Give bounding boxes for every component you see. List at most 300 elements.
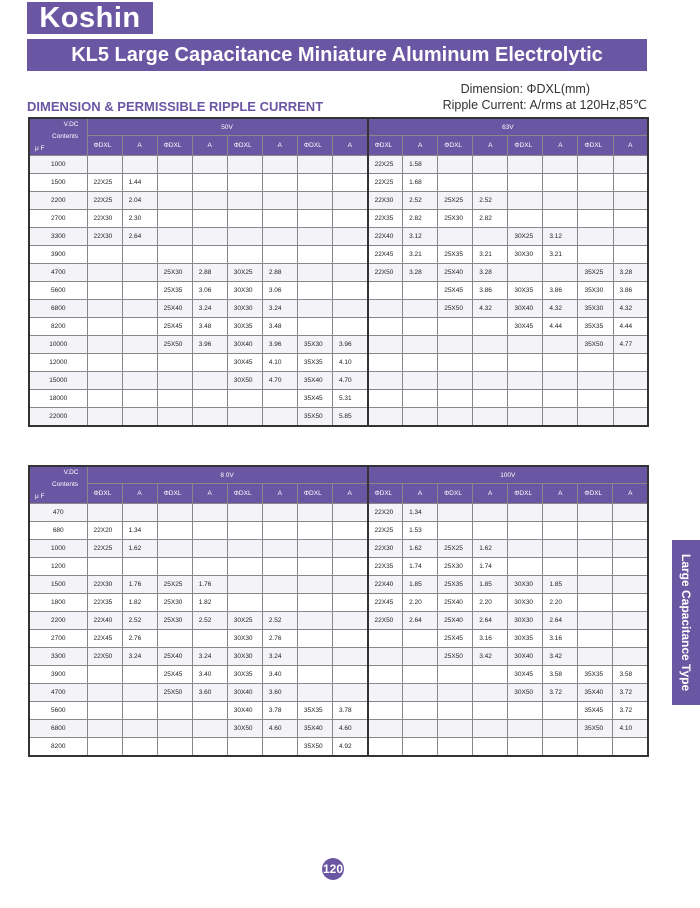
ripple-cell: 2.52 [122,612,157,630]
dimension-cell [438,408,473,427]
dimension-cell [578,246,613,264]
dimension-cell: 25X30 [157,264,192,282]
ripple-cell [332,264,367,282]
ripple-cell: 2.20 [473,594,508,612]
dimension-cell [578,228,613,246]
ripple-cell [122,282,157,300]
ripple-table-50v-63v [28,117,649,427]
ripple-cell [543,522,578,540]
dimension-cell [227,390,262,408]
ripple-cell [262,504,297,522]
table-row [29,192,648,210]
dimension-cell: 22X30 [87,228,122,246]
capacitance-cell: 4700 [29,264,87,282]
dimension-cell: 35X35 [297,702,332,720]
ripple-cell [192,246,227,264]
ripple-cell [262,210,297,228]
dimension-cell [368,354,403,372]
ripple-cell: 4.70 [262,372,297,390]
ripple-cell: 3.86 [613,282,648,300]
table-row [29,702,648,720]
ripple-cell [473,408,508,427]
dimension-cell [578,210,613,228]
dimension-cell [157,720,192,738]
table-row [29,408,648,427]
ripple-cell [543,354,578,372]
ripple-cell: 4.44 [543,318,578,336]
ripple-cell: 1.74 [403,558,438,576]
dimension-cell [438,504,473,522]
ripple-cell [613,648,648,666]
ripple-cell [262,558,297,576]
ripple-cell: 4.10 [262,354,297,372]
ripple-cell: 2.76 [262,630,297,648]
dimension-cell [87,390,122,408]
dimension-cell [87,282,122,300]
ripple-cell: 4.44 [613,318,648,336]
dimension-cell: 25X50 [438,300,473,318]
ripple-header: A [332,484,367,504]
ripple-cell: 3.72 [543,684,578,702]
ripple-cell [473,174,508,192]
table-row [29,390,648,408]
ripple-cell: 3.48 [262,318,297,336]
ripple-cell: 3.21 [473,246,508,264]
dimension-cell [578,612,613,630]
dimension-cell [578,174,613,192]
dimension-cell: 30X40 [508,300,543,318]
table-row [29,558,648,576]
ripple-cell [473,228,508,246]
ripple-header: A [192,484,227,504]
dimension-cell [578,540,613,558]
dimension-cell: 35X35 [297,354,332,372]
ripple-cell [613,192,648,210]
capacitance-cell: 470 [29,504,87,522]
dimension-cell [438,174,473,192]
dimension-cell: 25X35 [157,282,192,300]
dimension-cell [508,390,543,408]
ripple-header: A [403,136,438,156]
ripple-cell: 3.28 [473,264,508,282]
ripple-header: A [122,484,157,504]
dimension-cell [297,684,332,702]
ripple-cell [332,540,367,558]
ripple-cell: 3.60 [262,684,297,702]
ripple-cell [613,408,648,427]
table-row [29,594,648,612]
dimension-cell: 35X40 [297,372,332,390]
table-row [29,174,648,192]
ripple-cell: 2.52 [262,612,297,630]
dimension-cell [297,174,332,192]
dimension-cell [297,504,332,522]
ripple-cell [262,540,297,558]
dimension-cell [438,228,473,246]
ripple-cell: 2.64 [473,612,508,630]
dimension-cell: 30X50 [227,720,262,738]
ripple-cell: 3.06 [262,282,297,300]
ripple-cell: 3.24 [262,648,297,666]
ripple-cell [122,318,157,336]
ripple-cell [613,174,648,192]
ripple-cell: 1.62 [403,540,438,558]
ripple-cell: 2.82 [473,210,508,228]
ripple-cell [192,504,227,522]
dimension-cell [578,630,613,648]
dimension-cell: 25X40 [157,648,192,666]
dimension-cell: 22X50 [368,612,403,630]
dimension-cell: 30X30 [508,612,543,630]
capacitance-cell: 1800 [29,594,87,612]
dimension-cell: 30X45 [508,318,543,336]
dimension-cell [578,156,613,174]
capacitance-cell: 1000 [29,540,87,558]
dimension-cell: 25X50 [157,336,192,354]
ripple-cell [192,720,227,738]
table-row [29,648,648,666]
ripple-cell [473,702,508,720]
ripple-cell [543,702,578,720]
ripple-cell: 3.78 [262,702,297,720]
ripple-cell [192,372,227,390]
dimension-cell [87,156,122,174]
ripple-cell [613,156,648,174]
corner-vdc-label: V.DC [63,469,79,476]
ripple-cell: 3.48 [192,318,227,336]
dimension-cell [438,666,473,684]
dimension-cell [297,318,332,336]
ripple-cell: 3.86 [473,282,508,300]
ripple-header: A [613,484,648,504]
corner-contents-label: Contents [52,133,79,140]
dimension-cell: 25X40 [157,300,192,318]
ripple-cell [332,174,367,192]
capacitance-cell: 4700 [29,684,87,702]
ripple-cell [473,504,508,522]
ripple-cell [122,504,157,522]
ripple-cell [473,372,508,390]
capacitance-cell: 10000 [29,336,87,354]
dimension-cell: 30X40 [508,648,543,666]
ripple-cell [403,336,438,354]
ripple-cell [332,282,367,300]
dimension-cell: 30X50 [227,372,262,390]
ripple-cell: 3.42 [473,648,508,666]
ripple-cell [473,390,508,408]
ripple-cell [613,540,648,558]
dxl-header: ΦDXL [438,136,473,156]
voltage-header: 8 0V [87,466,368,484]
ripple-cell [543,558,578,576]
dimension-cell: 35X30 [578,300,613,318]
dimension-cell: 30X45 [508,666,543,684]
ripple-cell [403,282,438,300]
ripple-cell: 1.85 [543,576,578,594]
dimension-cell [368,336,403,354]
dimension-cell: 22X25 [87,540,122,558]
ripple-cell: 3.72 [613,702,648,720]
table-row [29,336,648,354]
dimension-cell: 25X35 [438,246,473,264]
ripple-cell [332,156,367,174]
dimension-cell: 25X30 [157,594,192,612]
dimension-cell [438,372,473,390]
dimension-cell [157,390,192,408]
dimension-cell: 35X50 [578,720,613,738]
ripple-cell [122,300,157,318]
ripple-cell [192,702,227,720]
dimension-cell [227,210,262,228]
dimension-cell [87,264,122,282]
dimension-cell: 22X25 [368,156,403,174]
dimension-cell [297,648,332,666]
ripple-cell [192,558,227,576]
voltage-header-row [29,118,648,136]
dimension-cell: 22X45 [368,594,403,612]
ripple-cell: 3.40 [192,666,227,684]
ripple-cell [122,558,157,576]
dimension-cell: 22X50 [368,264,403,282]
ripple-cell [332,246,367,264]
ripple-cell [122,246,157,264]
table-row [29,228,648,246]
ripple-cell [262,576,297,594]
ripple-cell [403,720,438,738]
ripple-cell [122,354,157,372]
dimension-cell: 25X25 [157,576,192,594]
dimension-cell [87,408,122,427]
ripple-current-note: Ripple Current: A/rms at 120Hz,85℃ [442,98,647,112]
column-header-row [29,484,648,504]
capacitance-cell: 2700 [29,630,87,648]
dimension-cell: 30X30 [508,594,543,612]
dimension-cell [297,156,332,174]
ripple-cell [543,738,578,757]
ripple-header: A [262,484,297,504]
dimension-cell: 25X45 [157,666,192,684]
dimension-cell: 22X35 [368,558,403,576]
dimension-cell: 35X50 [578,336,613,354]
capacitance-cell: 1000 [29,156,87,174]
ripple-cell [122,156,157,174]
ripple-cell [473,666,508,684]
dimension-cell [578,594,613,612]
dimension-cell [578,648,613,666]
dimension-cell [508,264,543,282]
dxl-header: ΦDXL [508,484,543,504]
ripple-cell [613,228,648,246]
capacitance-cell: 12000 [29,354,87,372]
ripple-cell: 1.62 [122,540,157,558]
ripple-cell [122,408,157,427]
dimension-cell [87,666,122,684]
ripple-cell: 3.58 [543,666,578,684]
ripple-header: A [473,136,508,156]
dimension-cell [157,246,192,264]
dimension-cell: 35X40 [297,720,332,738]
capacitance-cell: 8200 [29,318,87,336]
dimension-cell [157,738,192,757]
dimension-cell [157,504,192,522]
ripple-cell [613,246,648,264]
dimension-cell [368,300,403,318]
dimension-cell [157,192,192,210]
dimension-cell [297,300,332,318]
dimension-cell [368,372,403,390]
dimension-cell [508,156,543,174]
ripple-cell: 1.68 [403,174,438,192]
ripple-cell: 3.24 [192,300,227,318]
dimension-cell [297,540,332,558]
dimension-cell [368,666,403,684]
dimension-cell: 25X30 [438,558,473,576]
ripple-cell: 4.32 [613,300,648,318]
dimension-cell: 30X25 [227,264,262,282]
table-row [29,576,648,594]
section-title: DIMENSION & PERMISSIBLE RIPPLE CURRENT [27,99,324,114]
table-row [29,318,648,336]
ripple-cell: 3.16 [543,630,578,648]
ripple-cell [192,174,227,192]
ripple-cell: 1.85 [473,576,508,594]
ripple-cell: 2.64 [122,228,157,246]
ripple-cell [332,594,367,612]
ripple-cell [403,372,438,390]
dimension-cell [87,372,122,390]
capacitance-cell: 5600 [29,702,87,720]
ripple-cell: 4.32 [473,300,508,318]
ripple-cell [192,522,227,540]
ripple-cell [473,354,508,372]
capacitance-cell: 8200 [29,738,87,757]
corner-uf-label: μ F [35,145,45,152]
ripple-cell: 3.06 [192,282,227,300]
dimension-cell [508,540,543,558]
dimension-cell [578,372,613,390]
dimension-cell [297,666,332,684]
dimension-cell [508,504,543,522]
dimension-cell [157,228,192,246]
dimension-cell [578,522,613,540]
ripple-cell: 4.60 [332,720,367,738]
ripple-cell: 1.53 [403,522,438,540]
capacitance-cell: 6800 [29,300,87,318]
ripple-header: A [543,136,578,156]
dimension-cell [508,336,543,354]
ripple-cell [543,720,578,738]
dimension-cell [438,390,473,408]
dimension-cell: 25X25 [438,540,473,558]
dimension-cell: 30X40 [227,336,262,354]
koshin-logo: Koshin [27,2,153,34]
ripple-cell [332,684,367,702]
ripple-header: A [543,484,578,504]
ripple-cell: 2.88 [192,264,227,282]
page-number: 120 [322,858,344,880]
ripple-cell [192,408,227,427]
ripple-cell: 1.82 [122,594,157,612]
ripple-cell: 1.76 [192,576,227,594]
ripple-cell: 2.76 [122,630,157,648]
ripple-cell [332,504,367,522]
ripple-table-80v-100v [28,465,649,757]
ripple-cell [403,408,438,427]
table-row [29,210,648,228]
dimension-cell: 30X30 [227,648,262,666]
ripple-cell [332,192,367,210]
ripple-cell [473,738,508,757]
ripple-cell [473,336,508,354]
ripple-cell [332,522,367,540]
dimension-cell [227,174,262,192]
dimension-cell [87,300,122,318]
table-row [29,540,648,558]
dxl-header: ΦDXL [578,136,613,156]
ripple-cell: 3.60 [192,684,227,702]
dimension-cell: 22X20 [368,504,403,522]
dxl-header: ΦDXL [297,484,332,504]
ripple-cell [262,228,297,246]
dimension-cell [578,738,613,757]
dimension-cell [227,228,262,246]
dimension-cell: 22X40 [368,576,403,594]
dimension-cell [368,630,403,648]
dimension-cell: 30X35 [508,282,543,300]
dimension-cell [297,210,332,228]
dimension-cell [227,408,262,427]
table-row [29,666,648,684]
dimension-cell [297,522,332,540]
dimension-cell: 35X30 [578,282,613,300]
ripple-cell [613,372,648,390]
dimension-cell: 25X45 [438,282,473,300]
dimension-cell: 35X35 [578,318,613,336]
ripple-cell: 3.42 [543,648,578,666]
dimension-cell [438,354,473,372]
ripple-cell [403,390,438,408]
ripple-cell: 1.34 [122,522,157,540]
dimension-cell: 30X50 [508,684,543,702]
ripple-cell: 3.21 [543,246,578,264]
dimension-cell [438,318,473,336]
dimension-cell [578,408,613,427]
dimension-cell [297,594,332,612]
dimension-cell [508,210,543,228]
corner-uf-label: μ F [35,493,45,500]
ripple-cell: 3.96 [332,336,367,354]
capacitance-cell: 3900 [29,666,87,684]
ripple-cell [613,504,648,522]
dimension-cell: 25X35 [438,576,473,594]
ripple-cell [332,648,367,666]
dimension-cell [227,504,262,522]
dimension-cell: 22X30 [368,192,403,210]
ripple-cell [262,408,297,427]
dimension-cell [297,228,332,246]
dimension-cell [297,558,332,576]
ripple-cell: 3.96 [262,336,297,354]
dxl-header: ΦDXL [227,484,262,504]
dxl-header: ΦDXL [157,136,192,156]
dimension-cell [227,540,262,558]
dimension-cell [297,282,332,300]
dimension-cell [508,354,543,372]
dimension-cell [508,738,543,757]
dimension-cell [87,702,122,720]
dimension-cell [297,264,332,282]
corner-contents-label: Contents [52,481,79,488]
